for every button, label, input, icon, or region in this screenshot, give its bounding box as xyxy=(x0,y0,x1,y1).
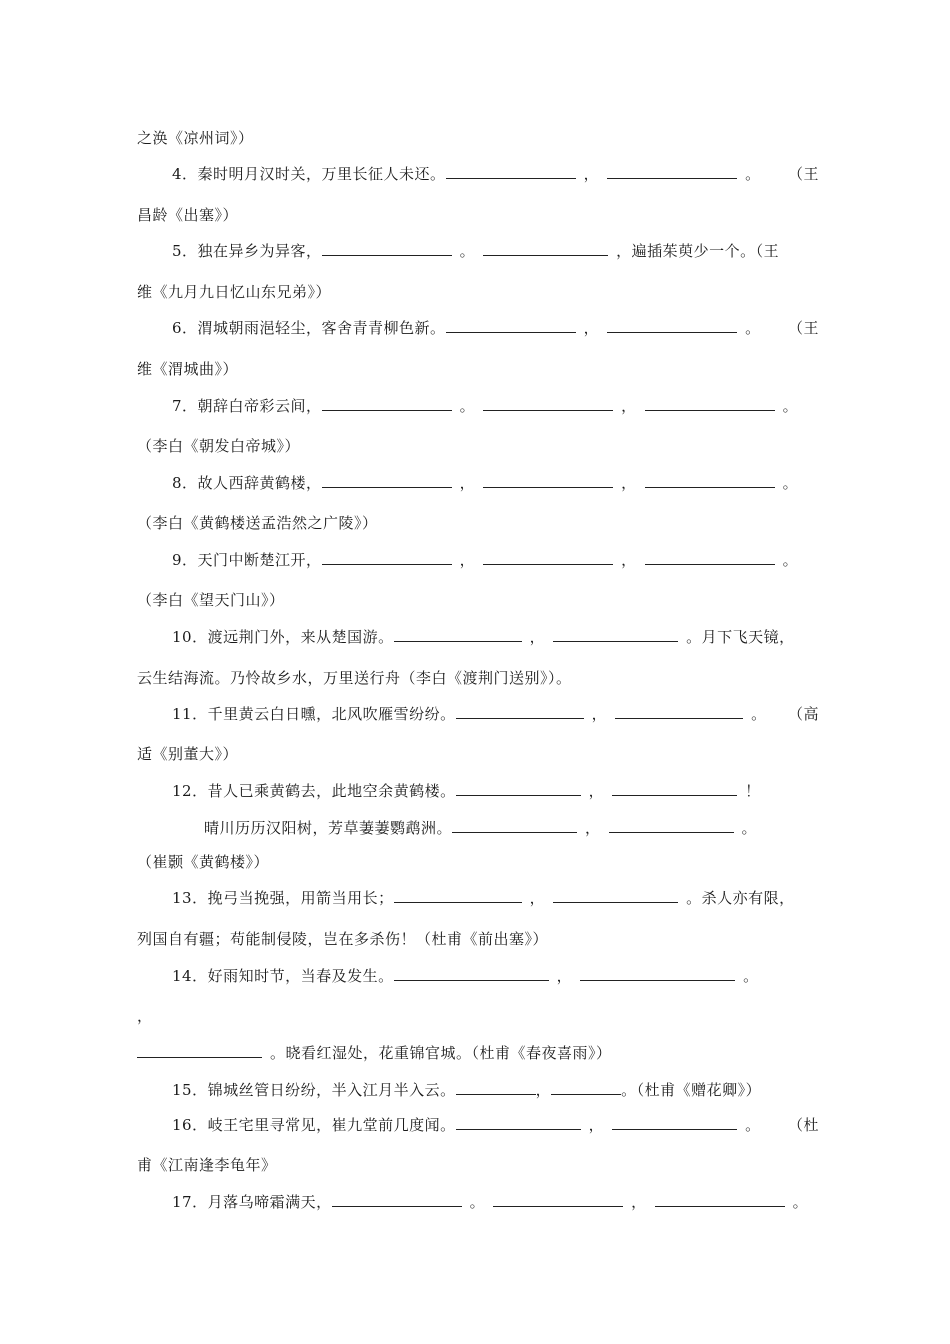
answer-blank[interactable] xyxy=(456,1080,536,1095)
line-attribution: 之涣《凉州词》） xyxy=(137,129,254,147)
question-11 xyxy=(172,704,775,724)
question-number: 7． xyxy=(172,397,198,415)
answer-blank[interactable] xyxy=(452,818,577,833)
line-attribution: 昌龄《出塞》） xyxy=(137,206,239,224)
answer-blank[interactable] xyxy=(332,1192,462,1207)
line-continuation: 。晓看红湿处，花重锦官城。（杜甫《春夜喜雨》） xyxy=(270,1044,612,1062)
punct: 。 xyxy=(469,1193,486,1211)
punct: ， xyxy=(459,474,476,492)
answer-blank[interactable] xyxy=(655,1192,785,1207)
punct: 。 xyxy=(741,819,758,837)
punct: ，遍插茱萸少一个。（王 xyxy=(616,242,780,260)
question-text: 独在异乡为异客， xyxy=(197,242,322,260)
answer-blank[interactable] xyxy=(322,550,452,565)
question-number: 17． xyxy=(172,1193,208,1211)
line-attribution: 维《渭城曲》） xyxy=(137,360,239,378)
line-attribution: 适《别董大》） xyxy=(137,745,239,763)
question-text: 故人西辞黄鹤楼， xyxy=(197,474,322,492)
question-text: 昔人已乘黄鹤去，此地空余黄鹤楼。 xyxy=(207,782,456,800)
answer-blank[interactable] xyxy=(645,396,775,411)
question-12 xyxy=(172,781,769,801)
punct: ， xyxy=(591,705,608,723)
line-tail: （王 xyxy=(788,165,820,183)
question-number: 10． xyxy=(172,628,208,646)
punct: ， xyxy=(529,889,546,907)
line-continuation: 列国自有疆；苟能制侵陵，岂在多杀伤！（杜甫《前出塞》） xyxy=(137,930,549,948)
punct: ， xyxy=(459,551,476,569)
answer-blank[interactable] xyxy=(137,1043,262,1058)
punct: 。 xyxy=(743,967,759,985)
answer-blank[interactable] xyxy=(612,781,737,796)
answer-blank[interactable] xyxy=(456,781,581,796)
answer-blank[interactable] xyxy=(612,1115,737,1130)
answer-blank[interactable] xyxy=(615,704,743,719)
answer-blank[interactable] xyxy=(446,318,576,333)
line-attribution: （李白《望天门山》） xyxy=(137,591,285,609)
question-number: 5． xyxy=(172,242,198,260)
punct: ， xyxy=(588,782,605,800)
question-9 xyxy=(172,550,806,570)
question-number: 15． xyxy=(172,1081,208,1099)
punct: 。月下飞天镜， xyxy=(686,628,795,646)
question-text: 月落乌啼霜满天， xyxy=(207,1193,332,1211)
punct: ， xyxy=(621,551,637,569)
punct: 。 xyxy=(745,165,761,183)
stray-punct: ， xyxy=(137,1007,153,1025)
question-12-continued xyxy=(204,818,765,838)
answer-blank[interactable] xyxy=(322,473,452,488)
line-attribution: 甫《江南逢李龟年》 xyxy=(137,1156,277,1174)
punct: ， xyxy=(585,819,601,837)
question-number: 6． xyxy=(172,319,198,337)
question-14-continued xyxy=(137,1043,612,1063)
question-text: 千里黄云白日曛，北风吹雁雪纷纷。 xyxy=(207,705,456,723)
question-15 xyxy=(172,1080,761,1100)
line-attribution: （李白《黄鹤楼送孟浩然之广陵》） xyxy=(137,514,378,532)
question-number: 4． xyxy=(172,165,198,183)
answer-blank[interactable] xyxy=(493,1192,623,1207)
punct: ， xyxy=(631,1193,647,1211)
punct: 。 xyxy=(782,551,799,569)
question-17 xyxy=(172,1192,816,1212)
question-text: 渡远荆门外，来从楚国游。 xyxy=(207,628,394,646)
punct: ， xyxy=(583,319,600,337)
answer-blank[interactable] xyxy=(483,241,608,256)
answer-blank[interactable] xyxy=(456,704,584,719)
line-attribution: （李白《朝发白帝城》） xyxy=(137,437,301,455)
punct: 。杀人亦有限， xyxy=(686,889,795,907)
answer-blank[interactable] xyxy=(607,164,737,179)
question-text: 秦时明月汉时关，万里长征人未还。 xyxy=(197,165,446,183)
punct: ！ xyxy=(745,782,761,800)
answer-blank[interactable] xyxy=(645,550,775,565)
line-tail: （杜 xyxy=(788,1116,820,1134)
line-tail: （高 xyxy=(788,705,820,723)
punct: ， xyxy=(583,165,600,183)
answer-blank[interactable] xyxy=(551,1080,621,1095)
punct: ， xyxy=(588,1116,605,1134)
question-4 xyxy=(172,164,769,184)
answer-blank[interactable] xyxy=(580,966,735,981)
question-text: 挽弓当挽强，用箭当用长； xyxy=(207,889,394,907)
punct: ， xyxy=(556,967,573,985)
answer-blank[interactable] xyxy=(645,473,775,488)
answer-blank[interactable] xyxy=(456,1115,581,1130)
punct: ， xyxy=(621,474,637,492)
answer-blank[interactable] xyxy=(483,473,613,488)
punct: ， xyxy=(529,628,546,646)
question-16 xyxy=(172,1115,769,1135)
punct: 。 xyxy=(459,242,476,260)
question-13 xyxy=(172,888,795,908)
answer-blank[interactable] xyxy=(394,888,522,903)
punct: 。 xyxy=(751,705,767,723)
question-number: 14． xyxy=(172,967,208,985)
question-text: 好雨知时节，当春及发生。 xyxy=(207,967,394,985)
question-text: 渭城朝雨浥轻尘，客舍青青柳色新。 xyxy=(197,319,446,337)
answer-blank[interactable] xyxy=(446,164,576,179)
line-continuation: 云生结海流。乃怜故乡水，万里送行舟（李白《渡荆门送别》）。 xyxy=(137,669,572,687)
question-10 xyxy=(172,627,795,647)
punct: 。 xyxy=(782,397,799,415)
answer-blank[interactable] xyxy=(322,241,452,256)
question-text: 晴川历历汉阳树，芳草萋萋鹦鹉洲。 xyxy=(204,819,453,837)
answer-blank[interactable] xyxy=(394,966,549,981)
question-text: 岐王宅里寻常见，崔九堂前几度闻。 xyxy=(207,1116,456,1134)
line-attribution: （崔颢《黄鹤楼》） xyxy=(137,853,270,871)
question-number: 12． xyxy=(172,782,208,800)
question-text: 朝辞白帝彩云间， xyxy=(197,397,322,415)
question-number: 11． xyxy=(172,705,208,723)
answer-blank[interactable] xyxy=(609,818,734,833)
answer-blank[interactable] xyxy=(394,627,522,642)
answer-blank[interactable] xyxy=(553,888,678,903)
question-number: 9． xyxy=(172,551,198,569)
question-5 xyxy=(172,241,779,261)
question-number: 16． xyxy=(172,1116,208,1134)
punct: ， xyxy=(535,1081,552,1099)
punct: 。 xyxy=(745,1116,761,1134)
punct: 。 xyxy=(782,474,799,492)
question-8 xyxy=(172,473,806,493)
question-number: 13． xyxy=(172,889,208,907)
answer-blank[interactable] xyxy=(483,396,613,411)
answer-blank[interactable] xyxy=(553,627,678,642)
punct: 。 xyxy=(459,397,476,415)
punct: ， xyxy=(621,397,637,415)
question-number: 8． xyxy=(172,474,198,492)
question-14 xyxy=(172,966,767,986)
answer-blank[interactable] xyxy=(322,396,452,411)
question-6 xyxy=(172,318,769,338)
punct: 。 xyxy=(745,319,761,337)
answer-blank[interactable] xyxy=(607,318,737,333)
question-text: 天门中断楚江开， xyxy=(197,551,322,569)
punct: 。（杜甫《赠花卿》） xyxy=(621,1081,762,1099)
answer-blank[interactable] xyxy=(483,550,613,565)
line-tail: （王 xyxy=(788,319,820,337)
question-text: 锦城丝管日纷纷，半入江月半入云。 xyxy=(207,1081,456,1099)
line-attribution: 维《九月九日忆山东兄弟》） xyxy=(137,283,332,301)
punct: 。 xyxy=(792,1193,809,1211)
question-7 xyxy=(172,396,806,416)
